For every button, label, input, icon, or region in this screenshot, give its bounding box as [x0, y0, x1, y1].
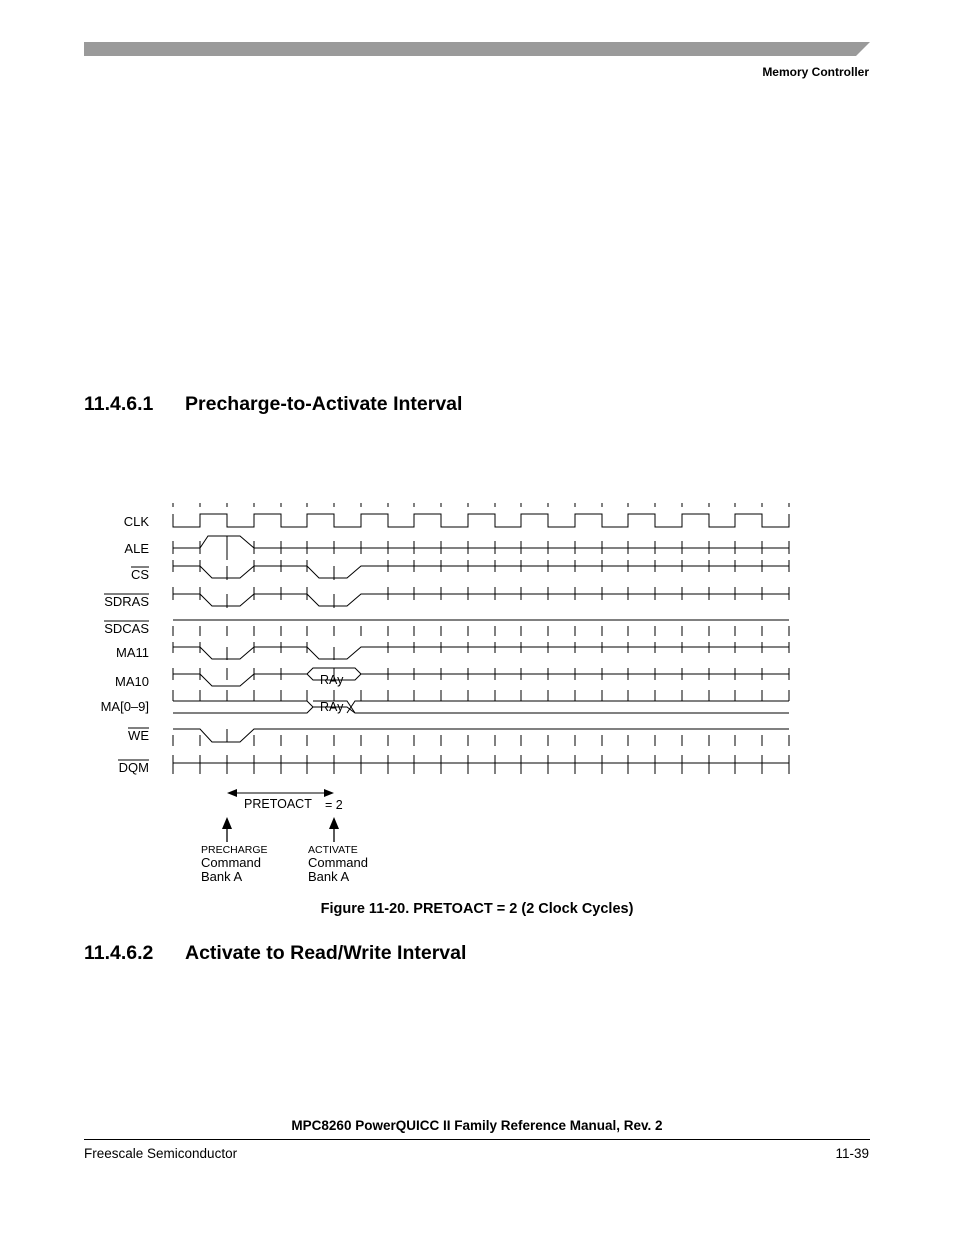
ma11-waveform	[173, 647, 789, 659]
ma09-value-label: RAy	[320, 700, 344, 714]
signal-label-sdcas: SDCAS	[104, 621, 149, 636]
signal-label-ma09: MA[0–9]	[100, 699, 149, 714]
activate-label: ACTIVATE	[308, 844, 358, 856]
pretoact-value: = 2	[325, 798, 343, 812]
signal-label-clk: CLK	[123, 514, 149, 529]
signal-label-sdras: SDRAS	[104, 594, 149, 609]
precharge-label: PRECHARGE	[201, 844, 268, 856]
we-waveform	[173, 729, 789, 742]
running-head: Memory Controller	[762, 65, 869, 79]
section-heading-precharge	[84, 393, 462, 416]
precharge-bank-label: Bank A	[201, 869, 243, 884]
signal-label-ma10: MA10	[115, 674, 149, 689]
precharge-command-label: Command	[201, 855, 261, 870]
signal-label-cs: CS	[130, 567, 149, 582]
timing-diagram	[0, 490, 954, 900]
ma09-bus-waveform	[173, 701, 789, 713]
section-title: Activate to Read/Write Interval	[185, 942, 467, 964]
section-title: Precharge-to-Activate Interval	[185, 393, 463, 415]
section-heading-activate	[84, 942, 466, 965]
header-bar	[0, 0, 954, 70]
footer-manual-title: MPC8260 PowerQUICC II Family Reference Manual, Rev. 2	[291, 1118, 663, 1133]
signal-label-we: WE	[128, 728, 149, 743]
pretoact-label: PRETOACT	[244, 797, 312, 811]
ale-waveform	[173, 536, 789, 548]
signal-label-ale: ALE	[124, 541, 149, 556]
activate-command-label: Command	[308, 855, 368, 870]
section-number: 11.4.6.1	[84, 393, 154, 415]
footer-rule	[84, 1139, 870, 1140]
clk-waveform	[173, 514, 789, 527]
signal-label-dqm: DQM	[118, 760, 149, 775]
figure-caption: Figure 11-20. PRETOACT = 2 (2 Clock Cycles)	[320, 901, 634, 917]
activate-arrow	[329, 817, 339, 842]
ma10-waveform	[173, 674, 789, 686]
section-number: 11.4.6.2	[84, 942, 154, 964]
sdras-waveform	[173, 594, 789, 606]
ma10-value-label: RAy	[320, 673, 344, 687]
pretoact-interval-arrow	[227, 789, 334, 797]
signal-label-ma11: MA11	[116, 645, 149, 660]
activate-bank-label: Bank A	[308, 869, 350, 884]
cs-waveform	[173, 566, 789, 578]
footer-publisher: Freescale Semiconductor	[84, 1146, 238, 1161]
footer-page-number: 11-39	[835, 1146, 869, 1161]
precharge-arrow	[222, 817, 232, 842]
top-tick-row	[173, 503, 789, 507]
